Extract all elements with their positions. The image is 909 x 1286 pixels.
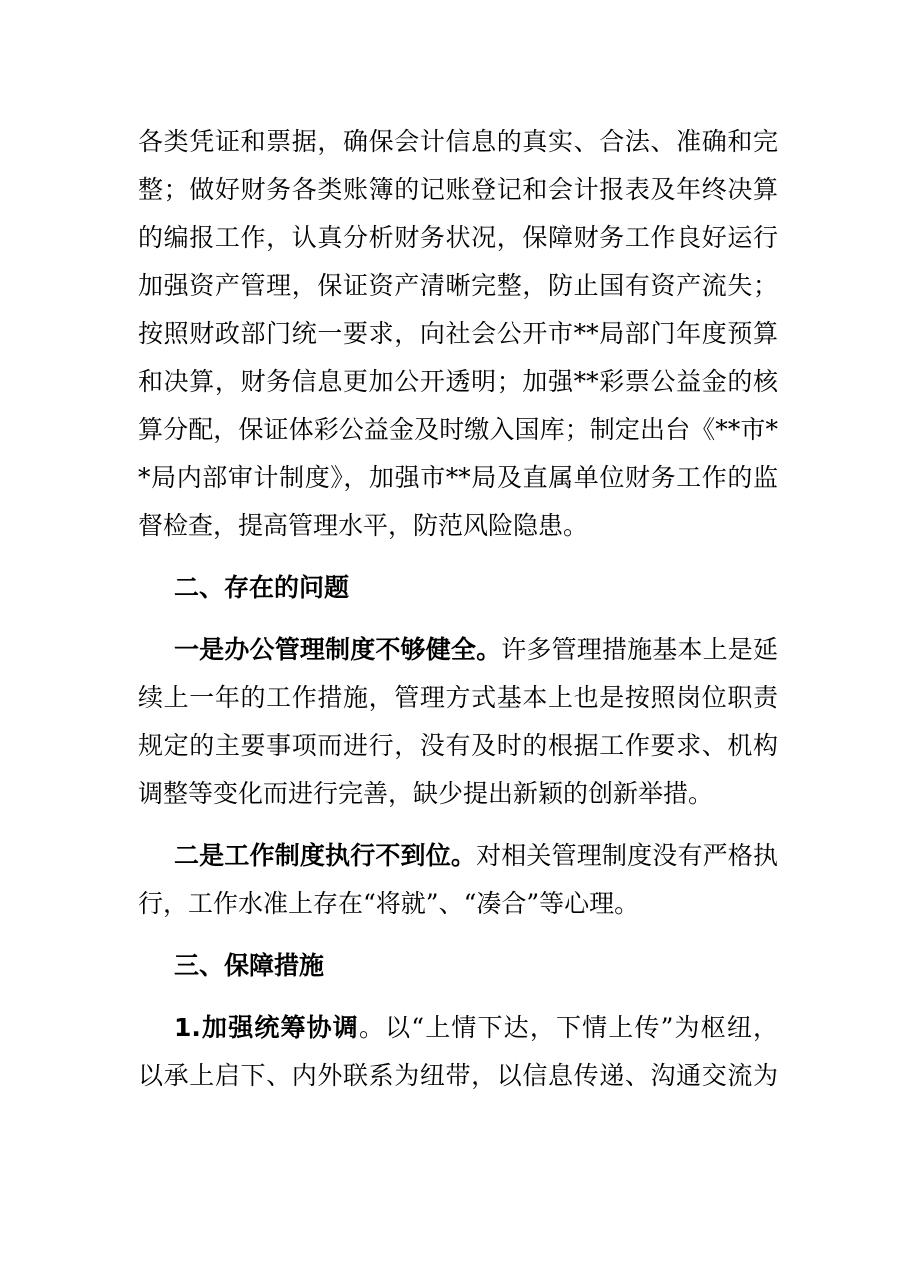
problem-1-lead: 一是办公管理制度不够健全。 xyxy=(174,635,502,664)
problem-2-line1-rest: 对相关管理制度没有严格执 xyxy=(476,841,778,870)
text-line: 和决算，财务信息更加公开透明；加强**彩票公益金的核 xyxy=(138,367,778,396)
document-body xyxy=(138,118,778,1100)
section-heading-measures: 三、保障措施 xyxy=(174,951,325,980)
text-line: 各类凭证和票据，确保会计信息的真实、合法、准确和完 xyxy=(138,127,778,156)
problem-1-line1-rest: 许多管理措施基本上是延 xyxy=(501,635,778,664)
text-line: 算分配，保证体彩公益金及时缴入国库；制定出台《**市* xyxy=(138,415,778,444)
paragraph-measure-1 xyxy=(138,1004,778,1100)
text-line: 调整等变化而进行完善，缺少提出新颖的创新举措。 xyxy=(138,779,714,808)
measure-1-lead: 1.加强统筹协调 xyxy=(174,1013,359,1042)
paragraph-problem-2 xyxy=(138,832,778,928)
text-line: 督检查，提高管理水平，防范风险隐患。 xyxy=(138,511,589,540)
text-line: 按照财政部门统一要求，向社会公开市**局部门年度预算 xyxy=(138,319,778,348)
text-line xyxy=(138,1004,778,1052)
text-line: 整；做好财务各类账簿的记账登记和会计报表及年终决算 xyxy=(138,175,778,204)
measure-1-line1-rest: 。以“上情下达，下情上传”为枢纽， xyxy=(358,1013,778,1042)
section-heading-problems: 二、存在的问题 xyxy=(174,573,350,602)
text-line: 行，工作水准上存在“将就”、“凑合”等心理。 xyxy=(138,889,640,918)
paragraph-finance-work xyxy=(138,118,778,550)
text-line: 加强资产管理，保证资产清晰完整，防止国有资产流失； xyxy=(138,271,778,300)
text-line xyxy=(138,832,778,880)
text-line: 的编报工作，认真分析财务状况，保障财务工作良好运行 xyxy=(138,223,778,252)
text-line: 规定的主要事项而进行，没有及时的根据工作要求、机构 xyxy=(138,731,778,760)
problem-2-lead: 二是工作制度执行不到位。 xyxy=(174,841,477,870)
text-line: 续上一年的工作措施，管理方式基本上也是按照岗位职责 xyxy=(138,683,778,712)
text-line: 以承上启下、内外联系为纽带，以信息传递、沟通交流为 xyxy=(138,1061,778,1090)
paragraph-problem-1 xyxy=(138,626,778,818)
text-line: *局内部审计制度》，加强市**局及直属单位财务工作的监 xyxy=(138,463,778,492)
text-line xyxy=(138,626,778,674)
